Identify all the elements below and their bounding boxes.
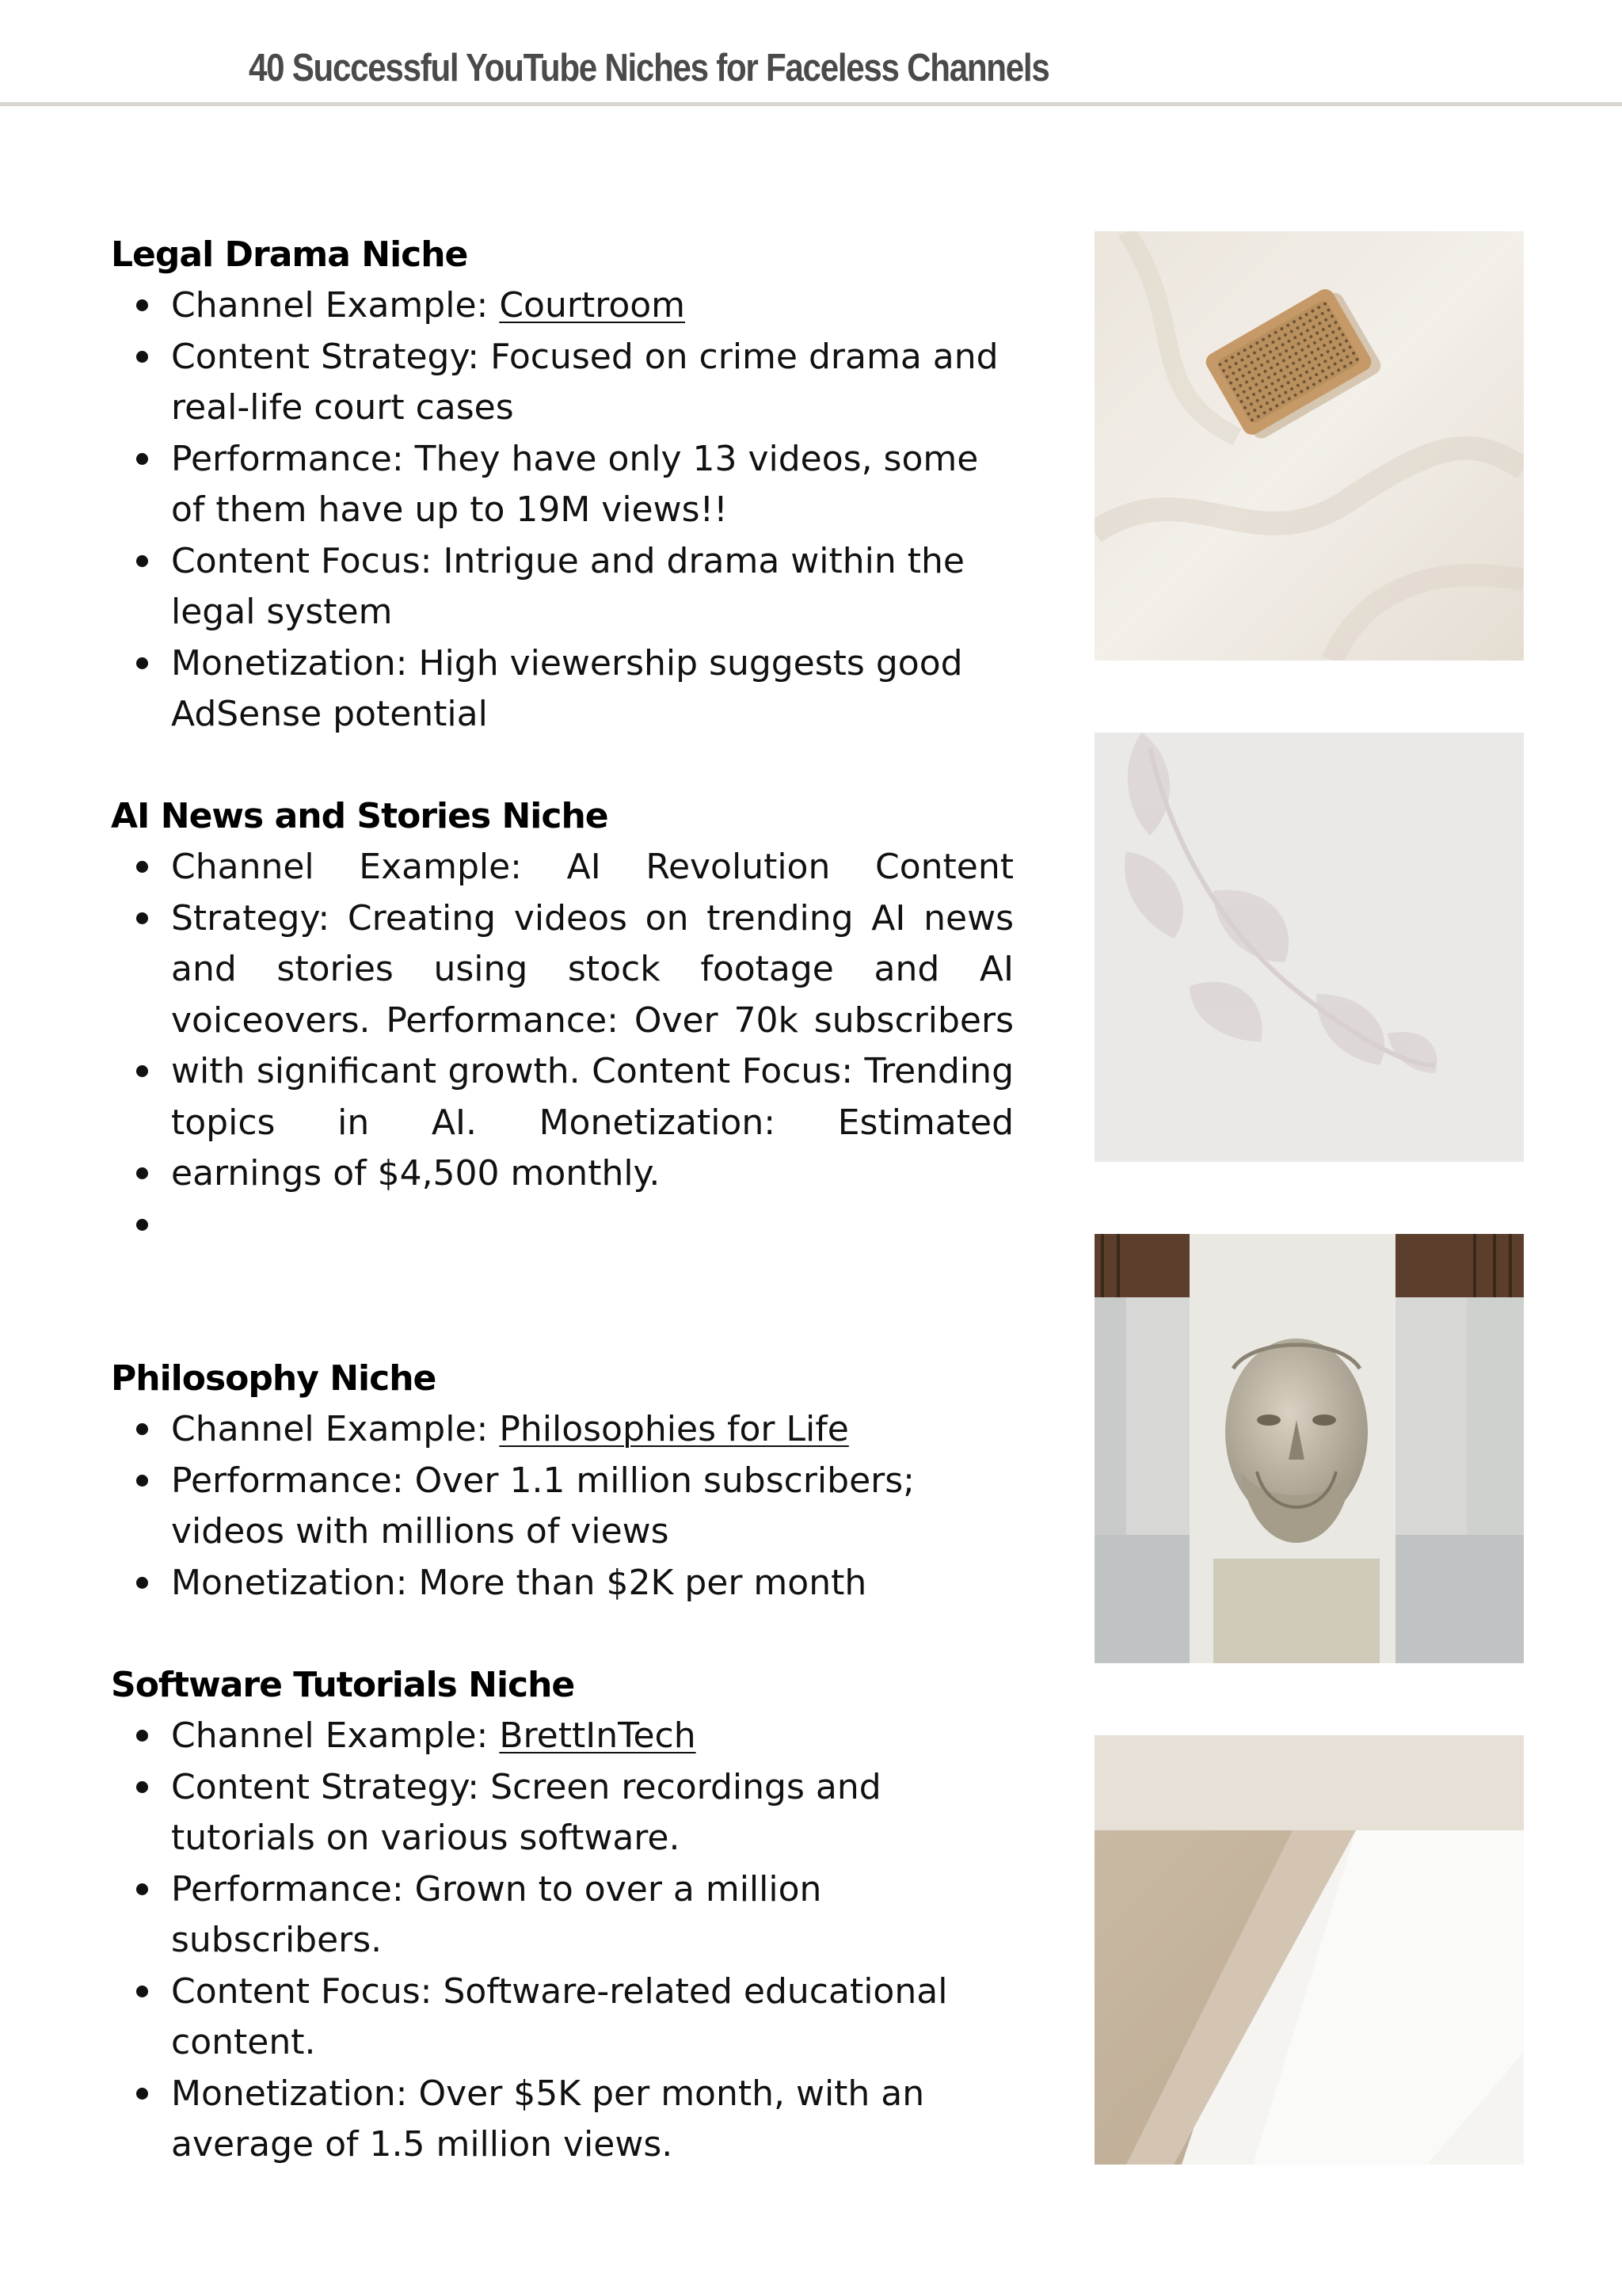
list-item: Monetization: Over $5K per month, with an average of 1.5 million views. [111,2069,1014,2171]
item-label: Channel Example: [171,285,500,326]
channel-link-brettintech[interactable]: BrettInTech [499,1715,696,1756]
section-heading: Legal Drama Niche [111,234,468,275]
channel-link-courtroom[interactable]: Courtroom [499,285,686,326]
header-divider [0,102,1622,106]
leaf-shadow-photo [1095,733,1524,1162]
list-item-text: Channel Example: AI Revolution Content [171,847,1014,887]
list-item [111,1200,1014,1251]
section-heading: AI News and Stories Niche [111,796,608,836]
section-software-tutorials [111,1660,1014,2171]
list-item: Content Strategy: Focused on crime drama and real-life court cases [111,332,1014,434]
bullet-list [111,1711,1014,2171]
item-label: Channel Example: [171,1715,500,1756]
channel-link-philosophies-for-life[interactable]: Philosophies for Life [499,1409,849,1449]
list-item: Content Focus: Software-related educational content. [111,1967,1014,2069]
list-item [111,280,1014,332]
list-item-text: earnings of $4,500 monthly. [171,1153,661,1194]
list-item-text: with significant growth. Content Focus: Trending topics in AI. Monetization: Estimated [171,1051,1014,1143]
bullet-list [111,842,1014,1251]
list-item [111,1148,1014,1200]
list-item [111,1404,1014,1456]
list-item: Content Focus: Intrigue and drama within the legal system [111,536,1014,638]
list-item [111,1711,1014,1762]
section-heading: Software Tutorials Niche [111,1665,575,1705]
list-item: Performance: Over 1.1 million subscribers; videos with millions of views [111,1456,1014,1558]
list-item: Content Strategy: Screen recordings and tutorials on various software. [111,1762,1014,1864]
list-item [111,842,1014,893]
section-ai-news [111,791,1014,1251]
section-heading: Philosophy Niche [111,1358,436,1399]
list-item: Performance: Grown to over a million subscribers. [111,1864,1014,1967]
list-item-text: Strategy: Creating videos on trending AI news and stories using stock footage and AI voiceovers. Performance: Over 70k subscribers [171,897,1014,1041]
bullet-list [111,1404,1014,1609]
item-label: Channel Example: [171,1409,500,1449]
list-item: Monetization: High viewership suggests good AdSense potential [111,638,1014,741]
list-item: Performance: They have only 13 videos, some of them have up to 19M views!! [111,434,1014,536]
section-philosophy [111,1354,1014,1609]
bullet-list [111,280,1014,741]
list-item [111,1046,1014,1148]
list-item: Monetization: More than $2K per month [111,1558,1014,1609]
fabric-speaker-photo [1095,231,1524,661]
page-header-title: 40 Successful YouTube Niches for Faceless Channels [249,47,1049,89]
list-item [111,893,1014,1047]
section-legal-drama [111,230,1014,741]
light-shadow-photo [1095,1735,1524,2165]
philosopher-bust-photo [1095,1234,1524,1663]
